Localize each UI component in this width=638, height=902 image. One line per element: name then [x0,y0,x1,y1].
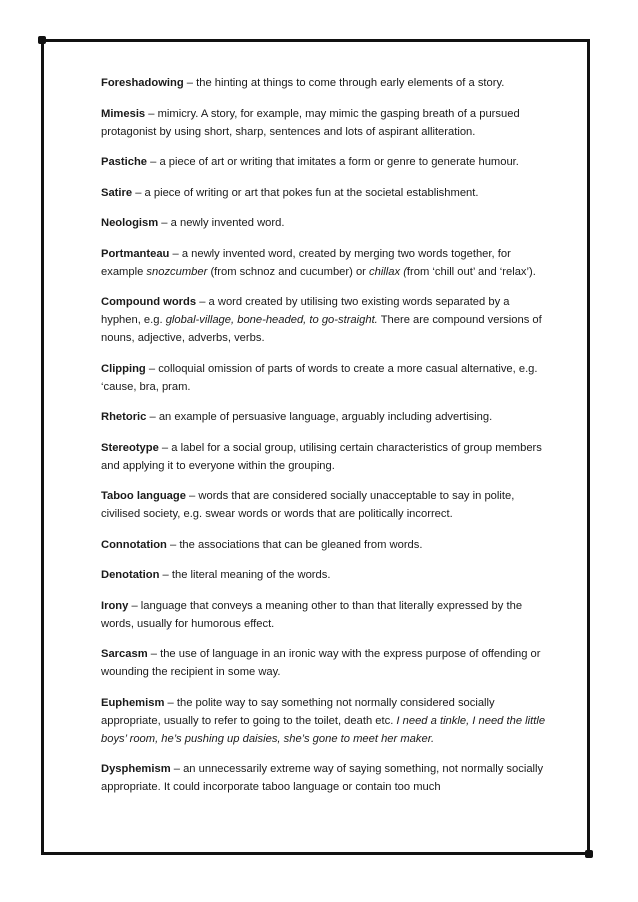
glossary-term: Clipping [101,362,146,375]
glossary-example: chillax ( [369,265,407,278]
glossary-entry [101,645,551,681]
glossary-term: Mimesis [101,107,146,120]
glossary-definition: – mimicry. A story, for example, may mimic the gasping breath of a pursued protagonist by using short, sharp, sentences and lots of aspirant alliteration. [101,107,520,138]
glossary-entry [101,694,551,748]
glossary-term: Compound words [101,296,197,308]
glossary-term: Irony [101,599,129,612]
glossary-definition: – a piece of writing or art that pokes fun at the societal establishment. [132,186,479,199]
glossary-list [101,74,551,809]
glossary-entry [101,105,551,141]
glossary-definition: (from schnoz and cucumber) or [207,265,369,278]
glossary-definition: – a newly invented word. [158,217,285,229]
glossary-term: Dysphemism [101,763,171,775]
glossary-entry [101,214,551,232]
glossary-term: Euphemism [101,696,165,709]
glossary-example: snozcumber [146,265,208,278]
glossary-term: Connotation [101,538,167,551]
glossary-term: Stereotype [101,441,159,454]
glossary-definition: – an example of persuasive language, arguably including advertising. [146,411,493,423]
glossary-definition: – the literal meaning of the words. [159,569,331,581]
glossary-entry [101,566,551,584]
glossary-entry [101,408,551,426]
glossary-definition: – the use of language in an ironic way with the express purpose of offending or wounding the recipient in some way. [101,648,541,678]
glossary-example: I need a tinkle, I need the little boys’ room, he’s pushing up daisies, she’s gone to meet her maker. [101,714,546,745]
glossary-entry [101,74,551,92]
glossary-definition: – language that conveys a meaning other to than that literally expressed by the words, usually for humorous effect. [101,599,523,630]
glossary-definition: – the hinting at things to come through early elements of a story. [183,77,505,89]
glossary-definition: There are compound versions of nouns, adjective, adverbs, verbs. [101,314,542,344]
glossary-term: Neologism [101,217,159,229]
glossary-entry [101,536,551,554]
glossary-definition: – a newly invented word, created by merging two words together, for example [101,247,511,278]
glossary-definition: – an unnecessarily extreme way of saying something, not normally socially appropriate. It could incorporate taboo language or contain too much [101,763,544,793]
glossary-term: Denotation [101,569,160,581]
glossary-term: Pastiche [101,156,148,168]
glossary-entry [101,760,551,796]
glossary-term: Sarcasm [101,648,148,660]
glossary-definition: – the associations that can be gleaned from words. [166,538,423,551]
glossary-entry [101,245,551,281]
glossary-entry [101,360,551,396]
glossary-definition: – a piece of art or writing that imitates a form or genre to generate humour. [147,156,519,168]
glossary-term: Foreshadowing [101,77,184,89]
glossary-definition: – a word created by utilising two existing words separated by a hyphen, e.g. [101,296,510,326]
glossary-entry [101,153,551,171]
glossary-entry [101,184,551,202]
glossary-term: Satire [101,186,133,199]
glossary-term: Portmanteau [101,247,170,260]
glossary-entry [101,597,551,633]
glossary-term: Rhetoric [101,411,147,423]
glossary-entry [101,293,551,347]
glossary-entry [101,487,551,523]
glossary-definition: – colloquial omission of parts of words to create a more casual alternative, e.g. ‘cause, bra, pram. [101,362,538,393]
glossary-entry [101,439,551,475]
glossary-term: Taboo language [101,490,186,502]
glossary-definition: from ‘chill out’ and ‘relax’). [406,265,536,278]
glossary-example: global-village, bone-headed, to go-straight. [165,314,378,326]
glossary-definition: – a label for a social group, utilising certain characteristics of group members and applying it to everyone within the grouping. [101,441,542,472]
glossary-definition: – words that are considered socially unacceptable to say in polite, civilised society, e.g. swear words or words that are politically incorrect. [101,490,515,520]
glossary-definition: – the polite way to say something not normally considered socially appropriate, usually to refer to going to the toilet, death etc. [101,696,495,727]
